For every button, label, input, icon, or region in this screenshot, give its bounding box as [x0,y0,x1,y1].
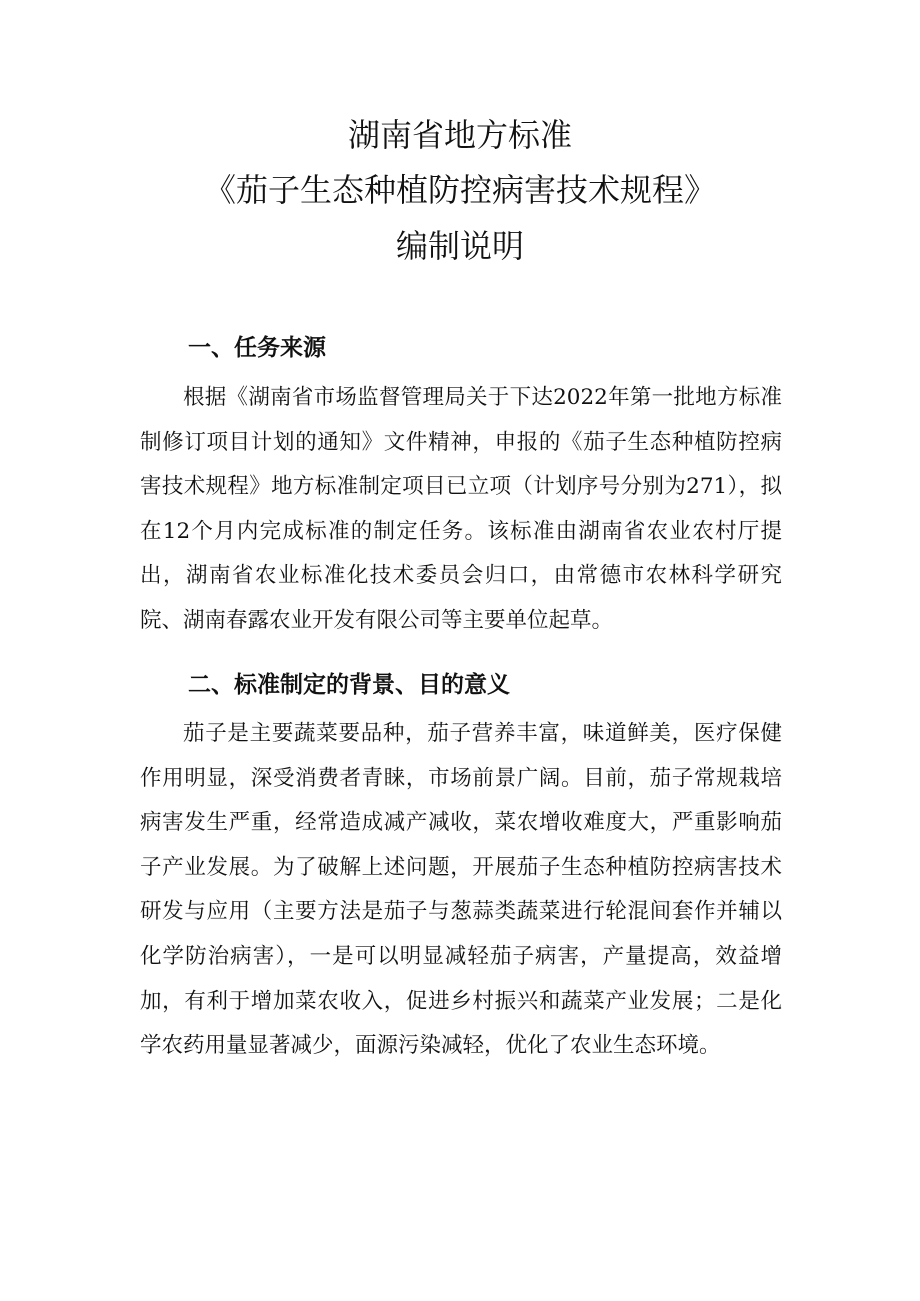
section-paragraph-task-source: 根据《湖南省市场监督管理局关于下达2022年第一批地方标准制修订项目计划的通知》文件精神，申报的《茄子生态种植防控病害技术规程》地方标准制定项目已立项（计划序号分别为271），拟在12个月内完成标准的制定任务。该标准由湖南省农业农村厅提出，湖南省农业标准化技术委员会归口，由常德市农林科学研究院、湖南春露农业开发有限公司等主要单位起草。 [140,385,782,633]
document-title-line-1: 湖南省地方标准 [347,116,572,154]
document-title-line-3: 编制说明 [395,227,524,265]
document-title-line-2: 《茄子生态种植防控病害技术规程》 [203,171,716,209]
section-heading-background: 二、标准制定的背景、目的意义 [188,672,510,698]
section-paragraph-background: 茄子是主要蔬菜要品种，茄子营养丰富，味道鲜美，医疗保健作用明显，深受消费者青睐，市场前景广阔。目前，茄子常规栽培病害发生严重，经常造成减产减收，菜农增收难度大，严重影响茄子产业发展。为了破解上述问题，开展茄子生态种植防控病害技术研发与应用（主要方法是茄子与葱蒜类蔬菜进行轮混间套作并辅以化学防治病害），一是可以明显减轻茄子病害，产量提高，效益增加，有利于增加菜农收入，促进乡村振兴和蔬菜产业发展；二是化学农药用量显著减少，面源污染减轻，优化了农业生态环境。 [140,721,782,1059]
section-heading-task-source: 一、任务来源 [188,335,326,361]
